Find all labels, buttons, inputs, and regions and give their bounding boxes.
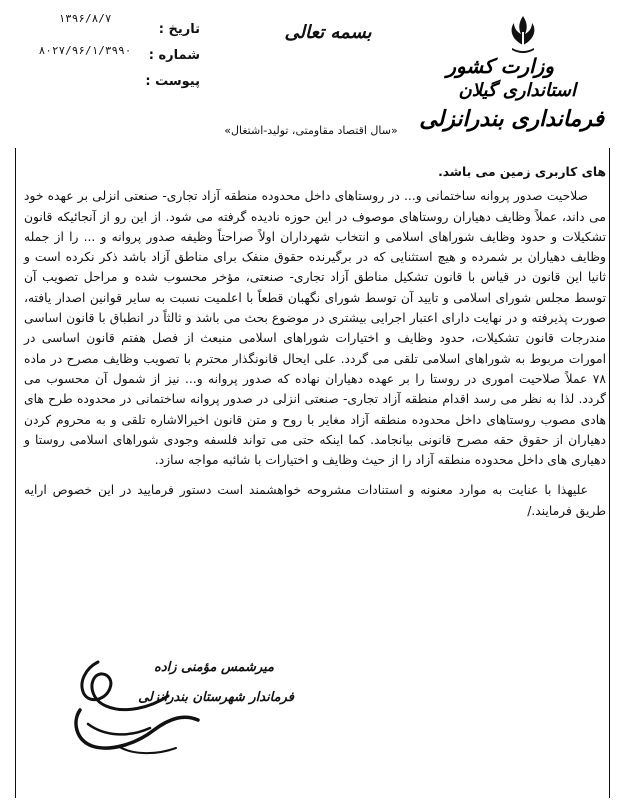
paragraph-closing: علیهذا با عنایت به موارد معنونه و استنادات مشروحه خواهشمند است دستور فرمایید در این خصوص ارایه طریق فرمایند./ bbox=[24, 483, 606, 518]
number-row bbox=[30, 44, 200, 66]
attachment-label: پیوست : bbox=[145, 74, 200, 89]
ministry-name: وزارت کشور bbox=[446, 54, 554, 78]
year-motto: «سال اقتصاد مقاومتی، تولید-اشتغال» bbox=[224, 124, 398, 137]
signer-name: میرشمس مؤمنی زاده bbox=[154, 660, 274, 675]
number-value: ۸۰۲۷/۹۶/۱/۳۹۹۰ bbox=[38, 44, 132, 57]
frame-left-border bbox=[15, 148, 16, 798]
date-value: ۱۳۹۶/۸/۷ bbox=[58, 12, 112, 25]
county-office-name: فرمانداری بندرانزلی bbox=[419, 106, 604, 132]
date-label: تاریخ : bbox=[158, 22, 200, 37]
signer-title: فرماندار شهرستان بندرانزلی bbox=[138, 690, 294, 705]
attachment-row bbox=[30, 74, 200, 92]
letter-body bbox=[24, 162, 606, 529]
subject-continuation: های کاربری زمین می باشد. bbox=[438, 165, 606, 179]
paragraph-main: صلاحیت صدور پروانه ساختمانی و... در روستاهای داخل محدوده منطقه آزاد تجاری- صنعتی انزلی بر عهده خود می داند، عملاً وظایف دهیاران روستاهای موصوف در این حوزه نادیده گرفته می شود. از این رو از آنجائیکه قانون تشکیلات و حدود وظایف شوراهای اسلامی و انتخاب شهرداران اولاً صراحتاً وظیفه صدور پروانه و ... را از جمله وظایف دهیاران بر شمرده و هیچ استثنایی که در برگیرنده حقوق منفک برای مناطق آزاد باشد ذکر نکرده است و ثانیا این قانون در قیاس با قانون تشکیل مناطق آزاد تجاری- صنعتی، مؤخر محسوب شده و مراحل تصویب آن توسط مجلس شورای اسلامی و تایید آن توسط شورای نگهبان قطعاً با اعلمیت نسبت به سایر قوانین اصدار یافته، صورت پذیرفته و در نهایت دارای اعتبار اجرایی بیشتری در موضوع بحث می باشد و ثالثاً در انطباق با قانون اساسی مندرجات قانون تشکیلات، حدود وظایف و اختیارات شوراهای اسلامی منبعث از فصل هفتم قانون اساسی در امورات مربوط به شوراهای اسلامی تلقی می گردد. علی ایحال قانونگذار محترم با تصویب وظایف مصرح در ماده ۷۸ عملاً صلاحیت اموری در روستا را بر عهده دهیاران نهاده که صدور پروانه و... نیز از شمول آن محسوب می گردد. لذا به نظر می رسد اقدام منطقه آزاد تجاری- صنعتی انزلی در صدور پروانه ساختمانی در محدوده طرح های هادی مصوب روستاهای داخل محدوده منطقه آزاد مغایر با روح و متن قانون اخیرالاشاره تلقی و به محروم کردن دهیاران از حقوق حقه مصرح قانونی بیانجامد. کما اینکه حتی می تواند فلسفه وجودی شوراهای اسلامی روستا و دهیاری های داخل محدوده منطقه آزاد را از حیث وظایف و اختیارات با شائبه مواجه سازد. bbox=[24, 189, 606, 468]
basmala: بسمه تعالی bbox=[284, 22, 372, 43]
date-row bbox=[30, 12, 200, 40]
governorate-name: استانداری گیلان bbox=[458, 80, 576, 101]
number-label: شماره : bbox=[148, 48, 200, 63]
iran-emblem-icon bbox=[506, 14, 540, 56]
frame-right-border bbox=[609, 148, 610, 798]
